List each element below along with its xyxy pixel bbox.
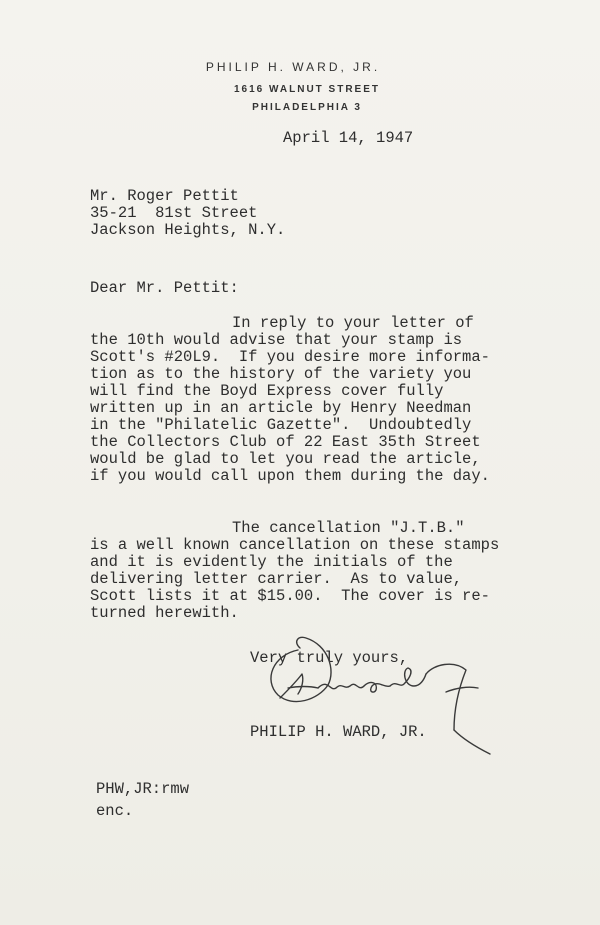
paragraph1-line: the Collectors Club of 22 East 35th Street: [90, 433, 481, 451]
salutation: Dear Mr. Pettit:: [90, 279, 239, 297]
paragraph1-line: In reply to your letter of: [232, 314, 474, 332]
closing: Very truly yours,: [250, 649, 409, 667]
paragraph1-line: in the "Philatelic Gazette". Undoubtedly: [90, 416, 472, 434]
paragraph2-line: and it is evidently the initials of the: [90, 553, 453, 571]
letter-date: April 14, 1947: [283, 129, 414, 147]
paragraph2-line: The cancellation "J.T.B.": [232, 519, 465, 537]
signature-name: PHILIP H. WARD, JR.: [250, 723, 427, 741]
letterhead-street: 1616 WALNUT STREET: [233, 84, 381, 95]
reference-initials: PHW,JR:rmw: [96, 780, 190, 798]
paragraph1-line: written up in an article by Henry Needman: [90, 399, 472, 417]
paragraph2-line: Scott lists it at $15.00. The cover is re-: [90, 587, 490, 605]
paragraph2-line: is a well known cancellation on these stamps: [90, 536, 500, 554]
letterhead-name: PHILIP H. WARD, JR.: [205, 60, 381, 74]
recipient-name: Mr. Roger Pettit: [90, 187, 239, 205]
recipient-city: Jackson Heights, N.Y.: [90, 221, 286, 239]
paragraph1-line: the 10th would advise that your stamp is: [90, 331, 463, 349]
paragraph2-line: delivering letter carrier. As to value,: [90, 570, 463, 588]
paragraph2-line: turned herewith.: [90, 604, 239, 622]
paragraph1-line: will find the Boyd Express cover fully: [90, 382, 444, 400]
paragraph1-line: Scott's #20L9. If you desire more informa-: [90, 348, 490, 366]
recipient-street: 35-21 81st Street: [90, 204, 258, 222]
paragraph1-line: tion as to the history of the variety you: [90, 365, 472, 383]
paragraph1-line: would be glad to let you read the article,: [90, 450, 481, 468]
letterhead-city: PHILADELPHIA 3: [252, 102, 362, 113]
enclosure-note: enc.: [96, 802, 134, 820]
paragraph1-line: if you would call upon them during the day.: [90, 467, 490, 485]
